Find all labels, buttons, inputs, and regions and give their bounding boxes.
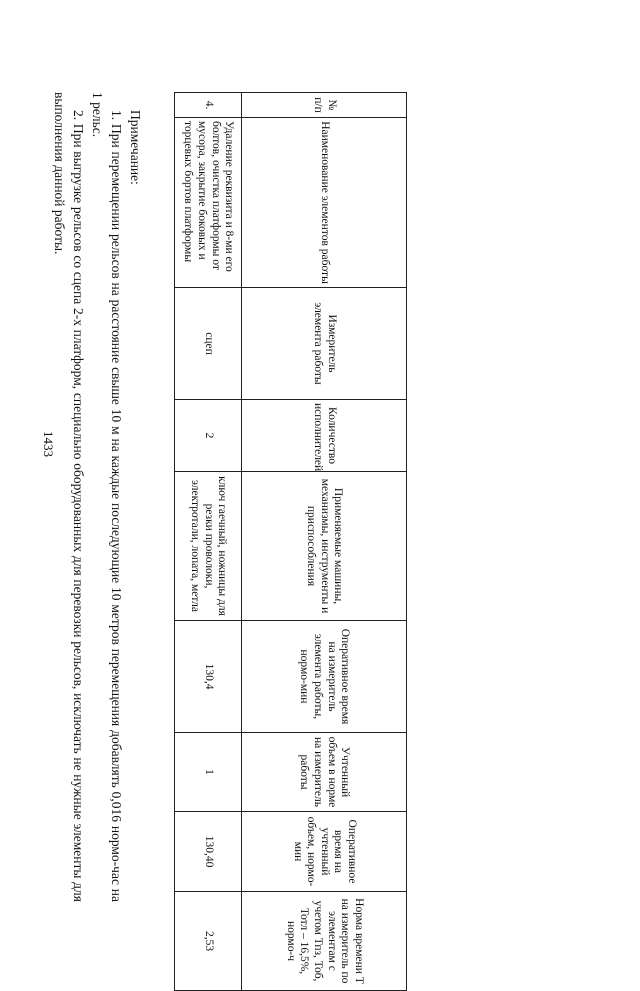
header-unit: Измеритель элемента работы [242, 288, 407, 400]
cell-tools: ключ гаечный, ножницы для резки проволоки, электротали, лопата, метла [175, 472, 242, 621]
cell-number: 4. [175, 93, 242, 118]
cell-volume: 1 [175, 733, 242, 812]
header-number: № п/п [242, 93, 407, 118]
note-item-2: 2. При выгрузке рельсов со сцепа 2-х платформ, специально оборудованных для перевозки рельсов, исключать не нужные элементы для выполнения данной работы. [52, 92, 86, 902]
notes-section [50, 92, 145, 902]
header-element-name: Наименование элементов работы [242, 118, 407, 288]
page-number: 1433 [41, 431, 56, 457]
cell-norm: 2,53 [175, 892, 242, 991]
rotated-document-page [0, 92, 407, 984]
note-item-1: 1. При перемещении рельсов на расстояние свыше 10 м на каждые последующие 10 метров перемещения добавлять 0,016 нормо-час на 1 рельс. [90, 92, 124, 902]
cell-executors: 2 [175, 400, 242, 472]
norm-table [174, 92, 407, 991]
table-row [175, 93, 242, 991]
header-tools: Применяемые машины, механизмы, инструменты и приспособления [242, 472, 407, 621]
header-norm: Норма времени Т на измеритель по элементам с учетом Тпз, Тоб, Тотл – 16,5%, нормо-ч [242, 892, 407, 991]
header-op-time: Оперативное время на измеритель элемента работы, нормо-мин [242, 621, 407, 733]
cell-op-time-volume: 130,40 [175, 812, 242, 892]
cell-unit: сцеп [175, 288, 242, 400]
header-executors: Количество исполнителей [242, 400, 407, 472]
table-header-row [242, 93, 407, 991]
header-op-time-volume: Оперативное время на учтенный объем, нормо-мин [242, 812, 407, 892]
header-volume: Учтенный объем в норме на измеритель работы [242, 733, 407, 812]
cell-element-name: Удаление реквизита и 8-ми его болтов, очистка платформы от мусора, закрытие боковых и торцевых бортов платформы [175, 118, 242, 288]
cell-op-time: 130,4 [175, 621, 242, 733]
notes-title: Примечание: [128, 110, 143, 185]
